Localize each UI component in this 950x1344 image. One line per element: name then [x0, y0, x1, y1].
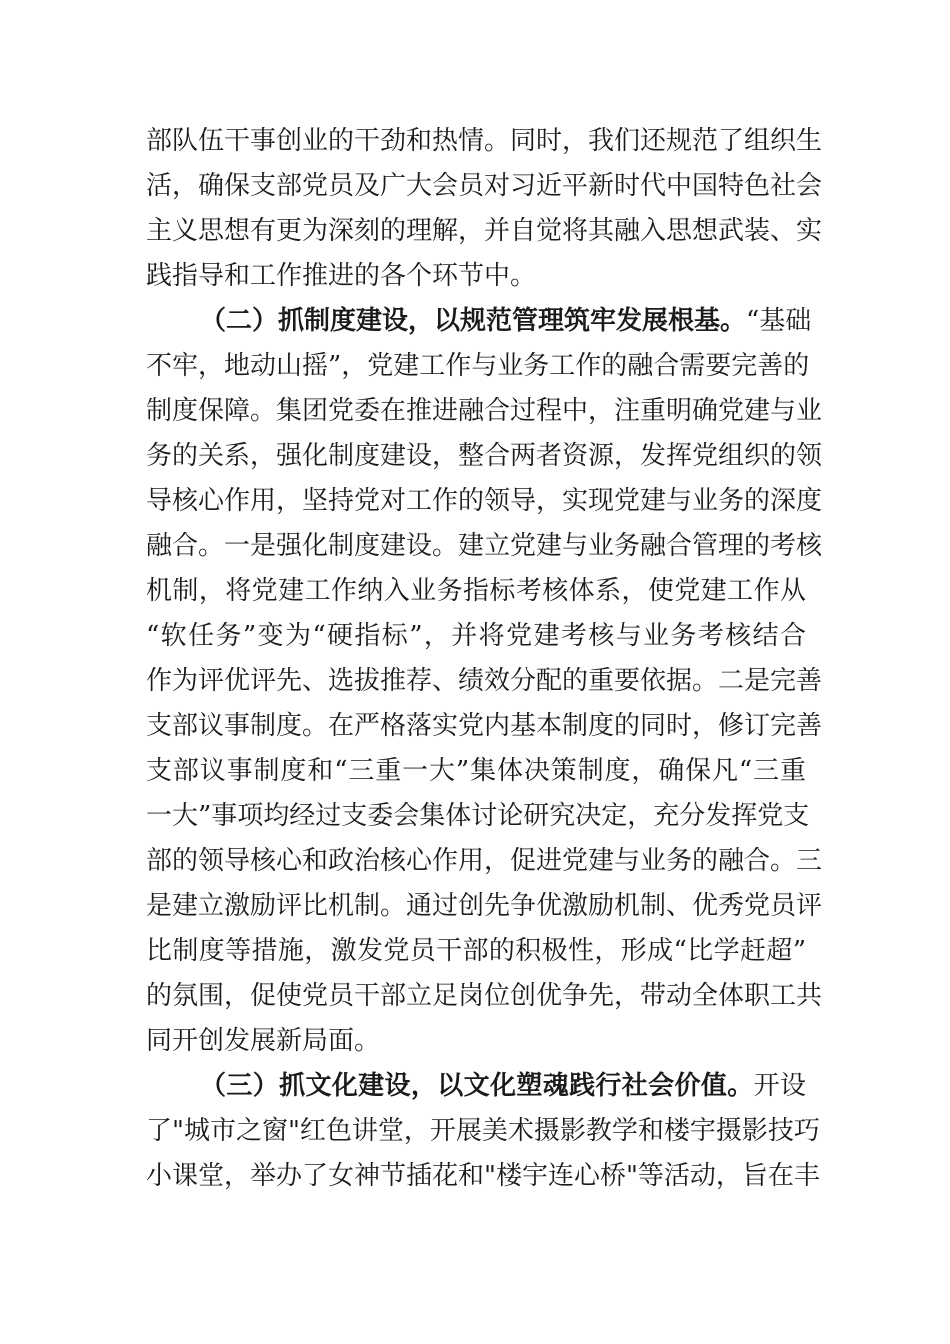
- text-line: 作为评优评先、选拔推荐、绩效分配的重要依据。二是完善: [146, 666, 823, 696]
- text-line: 不牢，地动山摇”，党建工作与业务工作的融合需要完善的: [146, 351, 810, 381]
- text-line: 主义思想有更为深刻的理解，并自觉将其融入思想武装、实: [146, 216, 823, 246]
- paragraph-3-first-line: [200, 1071, 806, 1101]
- text-fragment: “基础: [746, 306, 812, 336]
- text-line: 同开创发展新局面。: [146, 1026, 381, 1056]
- text-line: 的氛围，促使党员干部立足岗位创优争先，带动全体职工共: [146, 981, 823, 1011]
- text-line: 比制度等措施，激发党员干部的积极性，形成“比学赶超”: [146, 936, 806, 966]
- text-line: 活，确保支部党员及广大会员对习近平新时代中国特色社会: [146, 171, 823, 201]
- section-heading-2: （二）抓制度建设，以规范管理筑牢发展根基。: [200, 306, 747, 336]
- text-line: 部的领导核心和政治核心作用，促进党建与业务的融合。三: [146, 846, 823, 876]
- text-line: 制度保障。集团党委在推进融合过程中，注重明确党建与业: [146, 396, 823, 426]
- text-line: 部队伍干事创业的干劲和热情。同时，我们还规范了组织生: [146, 126, 823, 156]
- text-line: 务的关系，强化制度建设，整合两者资源，发挥党组织的领: [146, 441, 823, 471]
- text-line: 支部议事制度和“三重一大”集体决策制度，确保凡“三重: [146, 756, 806, 786]
- text-line: 导核心作用，坚持党对工作的领导，实现党建与业务的深度: [146, 486, 823, 516]
- text-fragment: 开设: [753, 1071, 806, 1101]
- paragraph-2-first-line: [200, 306, 812, 336]
- text-line: 融合。一是强化制度建设。建立党建与业务融合管理的考核: [146, 531, 823, 561]
- text-line: 是建立激励评比机制。通过创先争优激励机制、优秀党员评: [146, 891, 823, 921]
- text-line: 小课堂，举办了女神节插花和"楼宇连心桥"等活动，旨在丰: [146, 1161, 820, 1191]
- text-line: “软任务”变为“硬指标”，并将党建考核与业务考核结合: [146, 621, 806, 651]
- text-line: 机制，将党建工作纳入业务指标考核体系，使党建工作从: [146, 576, 806, 606]
- text-line: 了"城市之窗"红色讲堂，开展美术摄影教学和楼宇摄影技巧: [146, 1116, 820, 1146]
- text-line: 支部议事制度。在严格落实党内基本制度的同时，修订完善: [146, 711, 823, 741]
- text-line: 践指导和工作推进的各个环节中。: [146, 261, 537, 291]
- text-line: 一大”事项均经过支委会集体讨论研究决定，充分发挥党支: [146, 801, 810, 831]
- section-heading-3: （三）抓文化建设，以文化塑魂践行社会价值。: [200, 1071, 754, 1101]
